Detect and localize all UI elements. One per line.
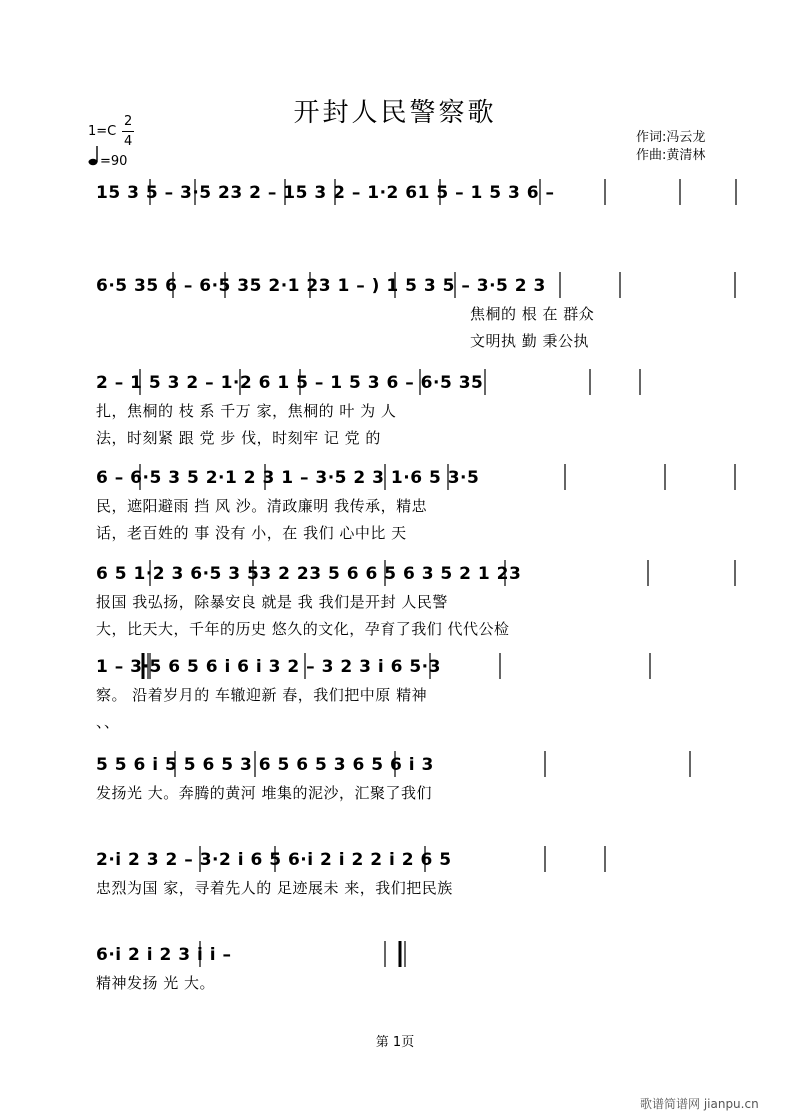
lyric-line: 焦桐的 根 在 群众 <box>470 305 595 323</box>
notation-row: 6 5 1·2 3 6·5 3 53 2 23 5 6 6 5 6 3 5 2 1 23 <box>96 564 522 584</box>
tempo-marking: =90 <box>100 154 128 169</box>
time-sig-numerator: 2 <box>124 114 133 129</box>
lyric-line: 发扬光 大。奔腾的黄河 堆集的泥沙，汇聚了我们 <box>96 784 433 802</box>
notation-row: 1 – 3·5 6 5 6 i 6 i 3 2 – 3 2 3 i 6 5·3 <box>96 657 441 677</box>
lyric-line: 察。 沿着岁月的 车辙迎新 春，我们把中原 精神 <box>96 686 428 704</box>
lyric-line: 文明执 勤 秉公执 <box>470 332 590 350</box>
notation-row: 2·i 2 3 2 – 3·2 i 6 5 6·i 2 i 2 2 i 2 6 5 <box>96 850 452 870</box>
key-signature: 1=C <box>88 124 117 139</box>
notation-row: 6 – 6·5 3 5 2·1 2 3 1 – 3·5 2 3 1·6 5 3·5 <box>96 468 480 488</box>
composer-credit: 作曲:黄清林 <box>636 148 706 163</box>
time-sig-denominator: 4 <box>124 134 133 149</box>
song-title: 开封人民警察歌 <box>293 98 497 128</box>
lyricist-credit: 作词:冯云龙 <box>636 130 706 145</box>
lyric-line: 精神发扬 光 大。 <box>96 974 216 992</box>
notation-row: 15 3 5 – 3·5 23 2 – 15 3 2 – 1·2 61 5 – 1 5 3 6 – <box>96 183 555 203</box>
lyric-line: 扎，焦桐的 枝 系 千万 家，焦桐的 叶 为 人 <box>96 402 397 420</box>
notation-row: 6·i 2 i 2 3 i i – <box>96 945 232 965</box>
lyric-line: 报国 我弘扬，除暴安良 就是 我 我们是开封 人民警 <box>96 593 448 611</box>
notation-row: 5 5 6 i 5 5 6 5 3 6 5 6 5 3 6 5 6 i 3 <box>96 755 434 775</box>
lyric-line: 大，比天大，千年的历史 悠久的文化，孕育了我们 代代公检 <box>96 620 510 638</box>
notation-row: 6·5 35 6 – 6·5 35 2·1 23 1 – ) 1 5 3 5 – 3·5 2 3 <box>96 276 546 296</box>
page-number: 第 1页 <box>375 1035 415 1050</box>
notation-row: 2 – 1 5 3 2 – 1·2 6 1 5 – 1 5 3 6 – 6·5 35 <box>96 373 484 393</box>
watermark: 歌谱简谱网 jianpu.cn <box>640 1097 759 1111</box>
lyric-line: 话，老百姓的 事 没有 小，在 我们 心中比 天 <box>96 524 407 542</box>
lyric-line: 忠烈为国 家，寻着先人的 足迹展未 来，我们把民族 <box>96 879 453 897</box>
lyric-line: 、、 <box>96 713 120 731</box>
lyric-line: 法，时刻紧 跟 党 步 伐，时刻牢 记 党 的 <box>96 429 381 447</box>
lyric-line: 民，遮阳避雨 挡 风 沙。清政廉明 我传承，精忠 <box>96 497 428 515</box>
